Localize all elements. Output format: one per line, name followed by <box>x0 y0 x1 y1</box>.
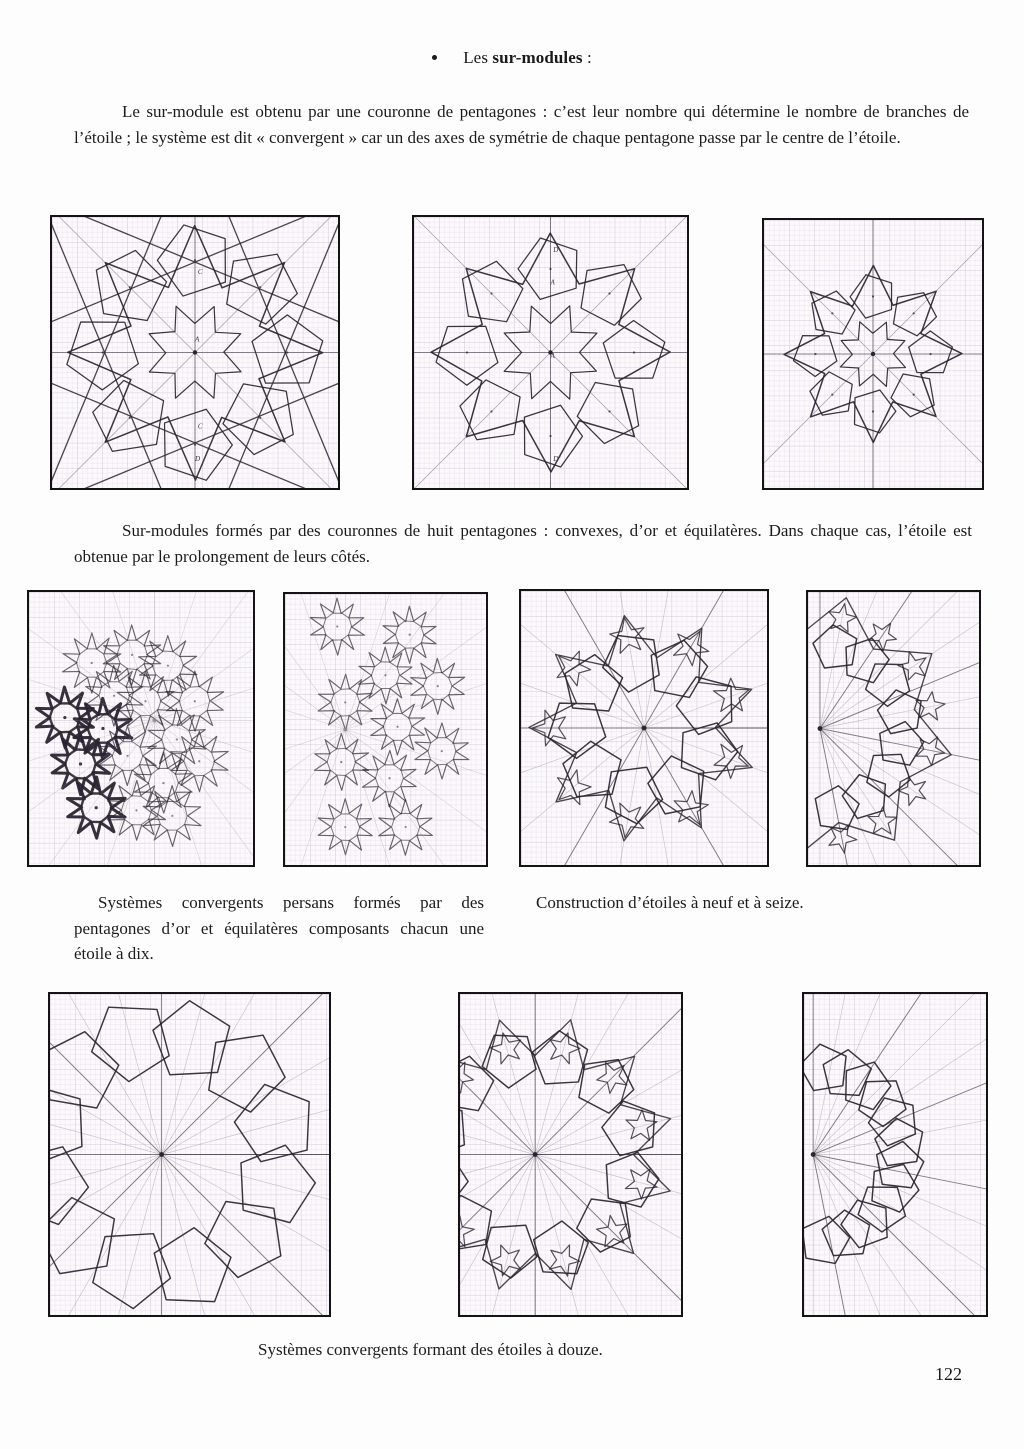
svg-text:D: D <box>195 454 201 463</box>
figure-convex-pentagon-crown-eight-star <box>50 215 340 490</box>
figure-nine-pointed-star-construction <box>519 589 769 867</box>
page-heading <box>0 48 1024 68</box>
figure-twelve-star-convergent-system-mid <box>458 992 683 1317</box>
figure-twelve-star-convergent-system-half <box>802 992 988 1317</box>
svg-text:A: A <box>550 278 555 287</box>
heading-suffix: : <box>582 48 592 67</box>
figure-twelve-star-convergent-system-wide <box>48 992 331 1317</box>
svg-text:D’: D’ <box>553 454 561 463</box>
figure-persian-convergent-ten-star-band <box>283 592 488 867</box>
caption-row-1: Sur-modules formés par des couronnes de huit pentagones : convexes, d’or et équilatères. Dans chaque cas, l’étoile est obtenue par le prolongement de leurs côtés. <box>74 521 972 566</box>
intro-paragraph: Le sur-module est obtenu par une couronne de pentagones : c’est leur nombre qui détermine le nombre de branches de l’étoile ; le système est dit « convergent » car un des axes de symétrie de chaque pentagone passe par le centre de l’étoile. <box>74 102 969 147</box>
caption-row-3: Systèmes convergents formant des étoiles à douze. <box>258 1340 603 1359</box>
caption-row-2-left: Systèmes convergents persans formés par des pentagones d’or et équilatères composants chacun une étoile à dix. <box>74 893 484 963</box>
heading-term: sur-modules <box>492 48 583 67</box>
svg-text:C: C <box>197 422 203 431</box>
svg-text:D: D <box>553 246 559 255</box>
page-number: 122 <box>935 1364 962 1384</box>
svg-text:A: A <box>195 335 200 344</box>
figure-golden-pentagon-crown-eight-star <box>412 215 689 490</box>
svg-text:A: A <box>550 351 555 360</box>
svg-text:C: C <box>197 267 203 276</box>
figure-sixteen-pointed-star-construction <box>806 590 981 867</box>
heading-prefix: Les <box>463 48 493 67</box>
figure-equilateral-pentagon-crown-eight-star <box>762 218 984 490</box>
bullet-dot-icon <box>432 55 437 60</box>
figure-persian-convergent-ten-star-overlay <box>27 590 255 867</box>
caption-row-2-right: Construction d’étoiles à neuf et à seize. <box>536 893 804 912</box>
